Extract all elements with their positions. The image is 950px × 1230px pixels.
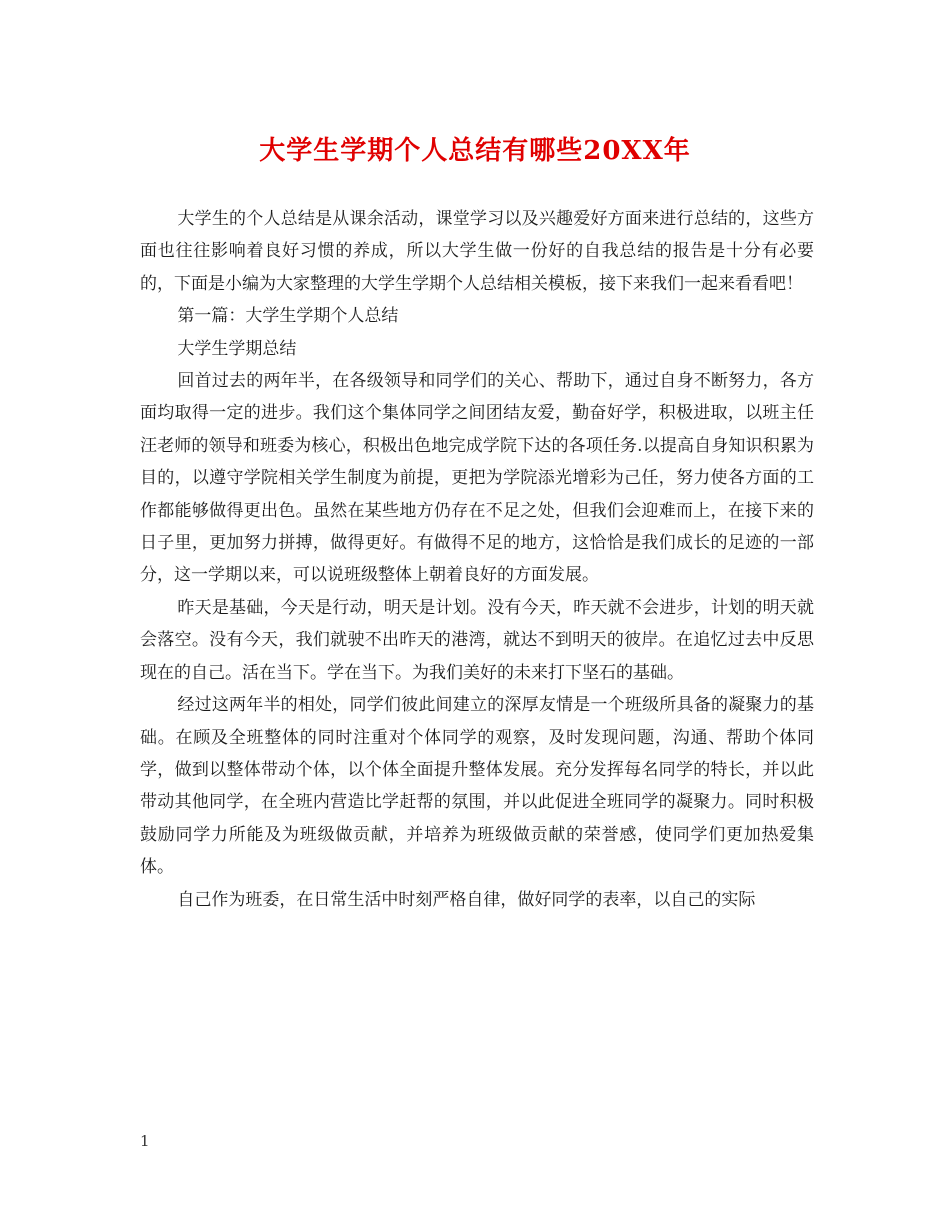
section-heading: 第一篇：大学生学期个人总结	[177, 306, 399, 327]
paragraph: 昨天是基础，今天是行动，明天是计划。没有今天，昨天就不会进步，计划的明天就会落空。没有今天，我们就驶不出昨天的港湾，就达不到明天的彼岸。在追忆过去中反思现在的自己。活在当下。学在当下。为我们美好的未来打下坚石的基础。	[140, 597, 814, 683]
paragraph: 回首过去的两年半，在各级领导和同学们的关心、帮助下，通过自身不断努力，各方面均取得一定的进步。我们这个集体同学之间团结友爱，勤奋好学，积极进取，以班主任汪老师的领导和班委为核心，积极出色地完成学院下达的各项任务.以提高自身知识积累为目的，以遵守学院相关学生制度为前提，更把为学院添光增彩为己任，努力使各方面的工作都能够做得更出色。虽然在某些地方仍存在不足之处，但我们会迎难而上，在接下来的日子里，更加努力拼搏，做得更好。有做得不足的地方，这恰恰是我们成长的足迹的一部分，这一学期以来，可以说班级整体上朝着良好的方面发展。	[140, 371, 814, 586]
document-body	[140, 203, 814, 916]
sub-heading: 大学生学期总结	[177, 338, 297, 359]
paragraph: 自己作为班委，在日常生活中时刻严格自律，做好同学的表率，以自己的实际	[177, 889, 756, 910]
document-title: 大学生学期个人总结有哪些20XX年	[259, 136, 691, 166]
page-number: 1	[140, 1132, 150, 1150]
paragraph-intro: 大学生的个人总结是从课余活动，课堂学习以及兴趣爱好方面来进行总结的，这些方面也往往影响着良好习惯的养成，所以大学生做一份好的自我总结的报告是十分有必要的，下面是小编为大家整理的大学生学期个人总结相关模板，接下来我们一起来看看吧！	[140, 209, 814, 294]
paragraph: 经过这两年半的相处，同学们彼此间建立的深厚友情是一个班级所具备的凝聚力的基础。在顾及全班整体的同时注重对个体同学的观察，及时发现问题，沟通、帮助个体同学，做到以整体带动个体，以个体全面提升整体发展。充分发挥每名同学的特长，并以此带动其他同学，在全班内营造比学赶帮的氛围，并以此促进全班同学的凝聚力。同时积极鼓励同学力所能及为班级做贡献，并培养为班级做贡献的荣誉感，使同学们更加热爱集体。	[140, 695, 814, 878]
